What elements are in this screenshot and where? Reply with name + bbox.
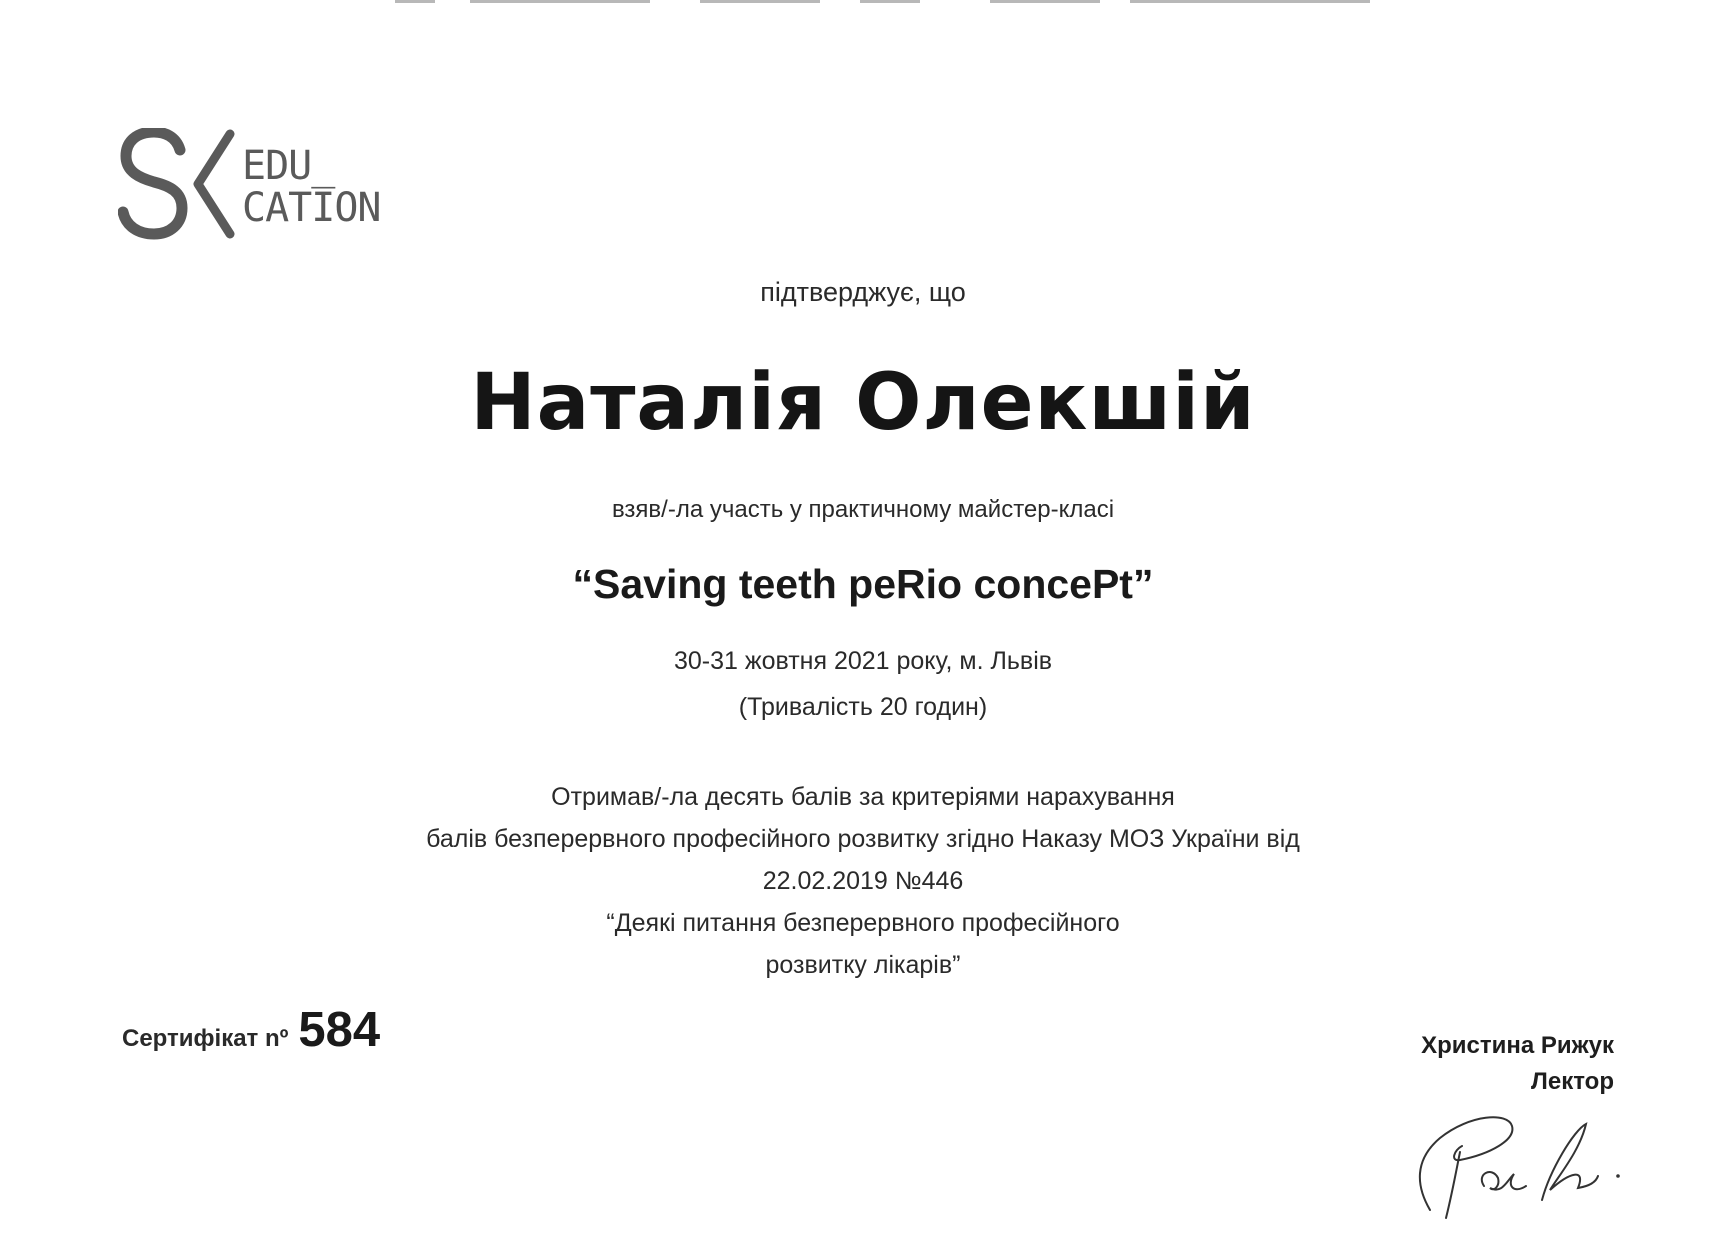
scan-artifact (395, 0, 435, 3)
credits-line: балів безперервного професійного розвитку згідно Наказу МОЗ України від (426, 825, 1300, 853)
certificate-label: Сертифікат nº (122, 1025, 289, 1052)
lecturer-signature-icon (1410, 1090, 1660, 1230)
lecturer-name: Христина Рижук (1421, 1032, 1614, 1059)
lecturer-title: Лектор (1531, 1068, 1614, 1095)
scan-artifact (1130, 0, 1370, 3)
confirms-text: підтверджує, що (760, 277, 966, 307)
scan-artifact (860, 0, 920, 3)
recipient-name: Наталія Олекшій (470, 358, 1256, 448)
participation-text: взяв/-ла участь у практичному майстер-класі (611, 496, 1115, 523)
course-duration: (Тривалість 20 годин) (738, 693, 988, 721)
certificate-number-block (122, 1002, 380, 1058)
credits-statement (0, 776, 1726, 986)
event-dates: 30-31 жовтня 2021 року, м. Львів (673, 647, 1053, 675)
scan-artifact (470, 0, 650, 3)
credits-line: Отримав/-ла десять балів за критеріями нарахування (551, 783, 1175, 811)
certificate-number: 584 (298, 1003, 381, 1057)
course-title: “Saving teeth peRio concePt” (572, 561, 1154, 607)
sk-education-logo (118, 128, 408, 248)
credits-line: 22.02.2019 №446 (762, 867, 964, 895)
scan-artifact (700, 0, 820, 3)
logo-text-cation: CATION (242, 185, 381, 231)
scan-artifact (990, 0, 1100, 3)
sk-logo-mark-icon (118, 128, 238, 243)
credits-line: “Деякі питання безперервного професійного (606, 909, 1120, 937)
logo-text-edu: EDU_ (242, 143, 335, 189)
credits-line: розвитку лікарів” (765, 951, 961, 979)
